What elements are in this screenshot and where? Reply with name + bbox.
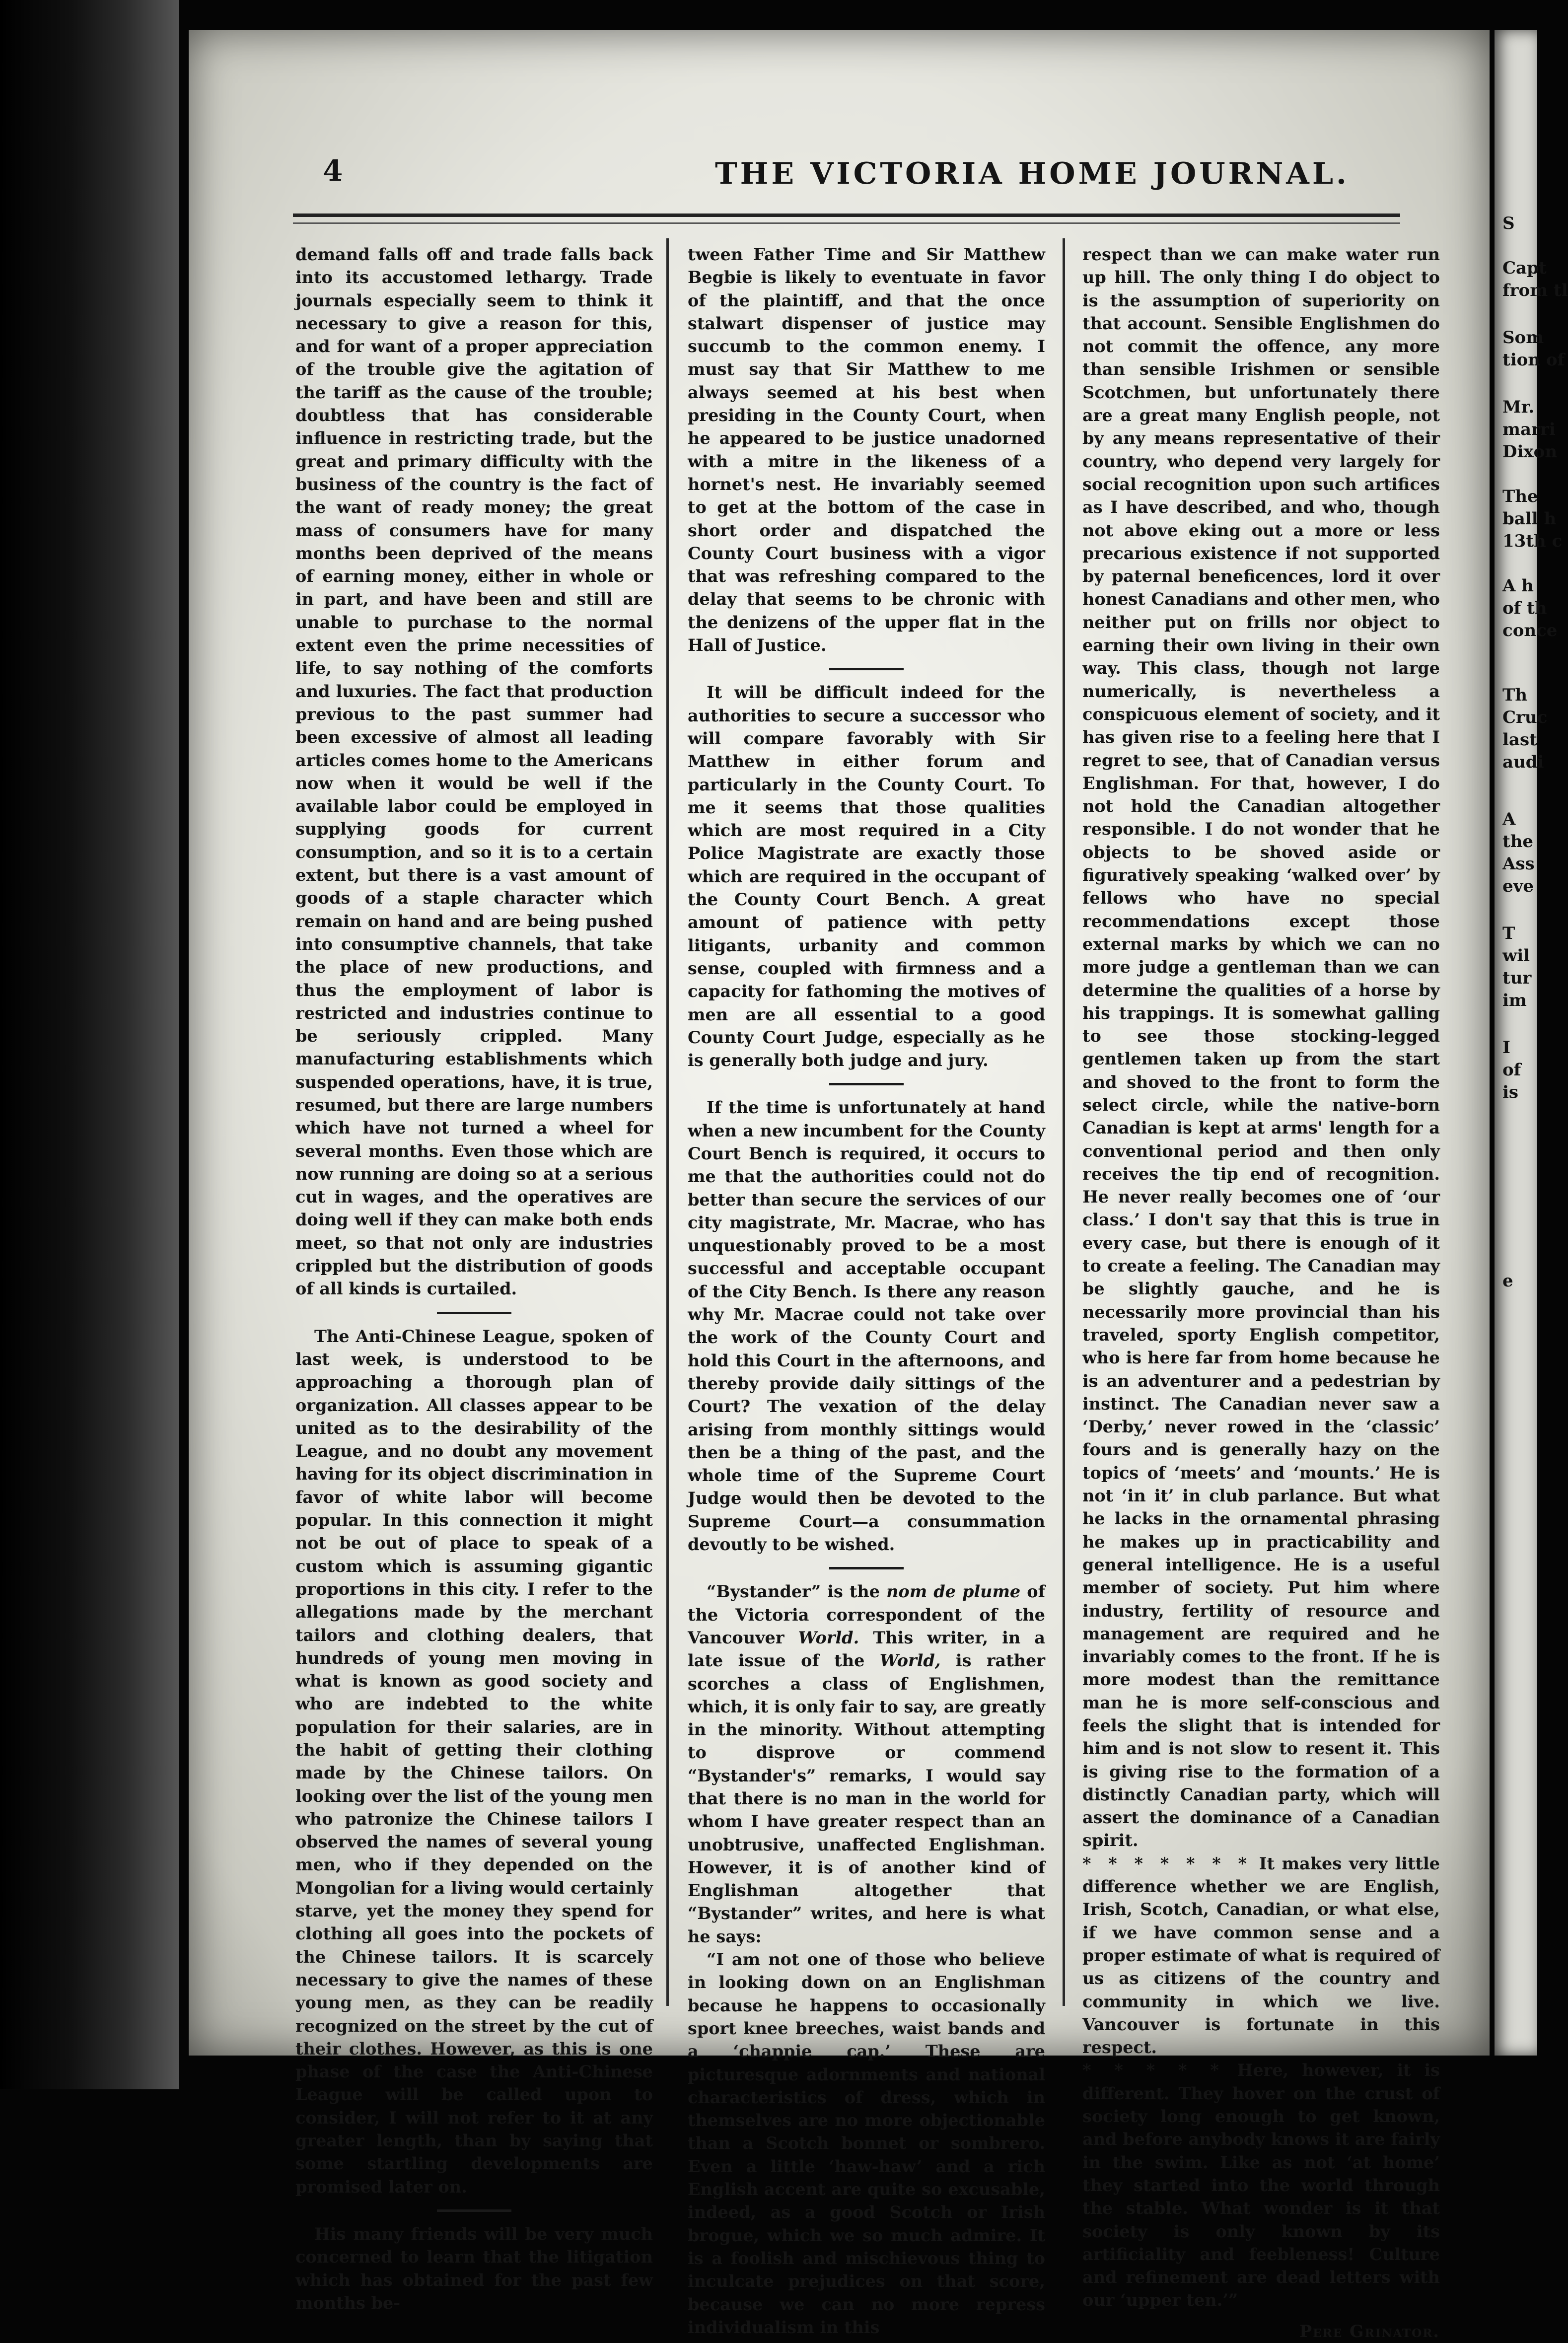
- fragment-text: 13th c: [1502, 531, 1563, 551]
- article-paragraph: [1082, 2059, 1440, 2312]
- masthead-title: THE VICTORIA HOME JOURNAL.: [715, 156, 1350, 191]
- section-separator: [829, 1083, 904, 1085]
- article-paragraph: demand falls off and trade falls back into its accustomed lethargy. Trade journals especially seem to think it necessary to give a reason for this, and for want of a proper appreciation of the trouble give the agitation of the tariff as the cause of the trouble; doubtless that has considerable influence in restricting trade, but the great and primary difficulty with the business of the country is the fact of the want of ready money; the great mass of consumers have for many months been deprived of the means of earning money, either in whole or in part, and have been and still are unable to purchase to the normal extent even the prime necessities of life, to say nothing of the comforts and luxuries. The fact that production previous to the past summer had been excessive of almost all leading articles comes home to the Americans now when it would be well if the available labor could be employed in supplying goods for current consumption, and so it is to a certain extent, but there is a vast amount of goods of a staple character which remain on hand and are being pushed into consumptive channels, that take the place of new productions, and thus the employment of labor is restricted and industries continue to be seriously crippled. Many manufacturing establishments which suspended operations, have, it is true, resumed, but there are large numbers which have not turned a wheel for several months. Even those which are now running are doing so at a serious cut in wages, and the operatives are doing well if they can make both ends meet, so that not only are industries crippled but the distribution of goods of all kinds is curtailed.: [295, 245, 653, 1299]
- fragment-text: Som: [1502, 328, 1544, 348]
- fragment-text: from tl: [1502, 281, 1568, 300]
- section-separator: [437, 2209, 511, 2212]
- fragment-text: im: [1502, 991, 1527, 1010]
- fragment-text: Capt: [1502, 258, 1547, 278]
- text-run: This writer, in a late issue of the: [688, 1628, 1045, 1671]
- article-paragraph: tween Father Time and Sir Matthew Begbie is likely to eventuate in favor of the plaintiff, and that the once stalwart dispenser of justice may succumb to the common enemy. I must say that Sir Matthew to me always seemed at his best when presiding in the County Court, when he appeared to be justice unadorned with a mitre in the likeness of a hornet's nest. He invariably seemed to get at the bottom of the case in short order and dispatched the County Court business with a vigor that was refreshing compared to the delay that seems to be chronic with the denizens of the upper flat in the Hall of Justice.: [688, 245, 1045, 655]
- fragment-text: A h: [1502, 576, 1534, 596]
- fragment-text: ball h: [1502, 509, 1557, 529]
- fragment-text: wil: [1502, 946, 1530, 966]
- article-paragraph: The Anti-Chinese League, spoken of last week, is understood to be approaching a thorough plan of organization. All classes appear to be united as to the desirability of the League, and no doubt any movement having for its object discrimination in favor of white labor will become popular. In this connection it might not be out of place to speak of a custom which is assuming gigantic proportions in this city. I refer to the allegations made by the merchant tailors and clothing dealers, that hundreds of young men moving in what is known as good society and who are indebted to the white population for their salaries, are in the habit of getting their clothing made by the Chinese tailors. On looking over the list of the young men who patronize the Chinese tailors I observed the names of several young men, who if they depended on the Mongolian for a living would certainly starve, yet the money they spend for clothing all goes into the pockets of the Chinese tailors. It is scarcely necessary to give the names of these young men, as they can be readily recognized on the street by the cut of their clothes. However, as this is one phase of the case the Anti-Chinese League will be called upon to consider, I will not refer to it at any greater length, than by saying that some startling developments are promised later on.: [295, 1326, 653, 2197]
- quoted-paragraph: “I am not one of those who believe in looking down on an Englishman because he happens to occasionally sport knee breeches, waist bands and a ‘chappie cap.’ These are picturesque adornments and national characteristics of dress, which in themselves are no more objectionable than a Scotch bonnet or sombrero. Even a little ‘haw-haw’ and a rich English accent are quite so excusable, indeed, as a good Scotch or Irish brogue, which we so much admire. It is a foolish and mischievous thing to inculcate prejudices on that score, because we can no more repress individualism in this: [688, 1950, 1045, 2337]
- header-rule-thin: [293, 222, 1400, 224]
- column-1: [295, 243, 653, 2315]
- fragment-text: is: [1502, 1082, 1519, 1102]
- column-rule-2: [1063, 238, 1065, 2006]
- italic-phrase: nom de plume: [886, 1582, 1021, 1602]
- article-paragraph: His many friends will be very much concerned to learn that the litigation which has obtained for the past few months be-: [295, 2224, 653, 2313]
- article-paragraph: [1082, 1852, 1440, 2059]
- fragment-text: Ass: [1502, 854, 1535, 874]
- ellipsis-stars: * * * * *: [1082, 2060, 1224, 2080]
- text-run: “Bystander” is the: [707, 1582, 887, 1602]
- author-signature: Pere Grinator.: [1299, 2321, 1440, 2341]
- section-separator: [829, 668, 904, 670]
- fragment-text: Th: [1502, 685, 1528, 705]
- article-paragraph: It will be difficult indeed for the authorities to secure a successor who will compare favorably with Sir Matthew in either forum and particularly in the County Court. To me it seems that those qualities which are most required in a City Police Magistrate are exactly those which are required in the occupant of the County Court Bench. A great amount of patience with petty litigants, urbanity and common sense, coupled with firmness and a capacity for fathoming the motives of men are all essential to a good County Court Judge, especially as he is generally both judge and jury.: [688, 683, 1045, 1070]
- fragment-text: Mr.: [1502, 397, 1535, 417]
- fragment-text: tur: [1502, 968, 1532, 988]
- fragment-text: the: [1502, 832, 1534, 852]
- fragment-text: tion of: [1502, 350, 1565, 370]
- fragment-text: A: [1502, 809, 1516, 829]
- fragment-text: marri: [1502, 420, 1556, 439]
- fragment-text: e: [1502, 1271, 1513, 1291]
- page-number: 4: [323, 154, 343, 188]
- column-rule-1: [666, 238, 669, 2006]
- fragment-text: I: [1502, 1038, 1510, 1058]
- fragment-text: eve: [1502, 876, 1534, 896]
- fragment-text: last: [1502, 730, 1537, 750]
- fragment-text: of th: [1502, 598, 1547, 618]
- article-paragraph: [688, 1580, 1045, 1948]
- text-run: It makes very little difference whether we are English, Irish, Scotch, Canadian, or what else, if we have common sense and a proper estimate of what is required of us as citizens of the country and community in which we live. Vancouver is fortunate in this respect.: [1082, 1853, 1440, 2058]
- column-2: [688, 243, 1045, 2339]
- fragment-text: S: [1502, 213, 1515, 233]
- section-separator: [437, 1312, 511, 1314]
- fragment-text: The: [1502, 487, 1538, 506]
- newspaper-page: [189, 30, 1490, 2341]
- book-binding-edge: [0, 0, 179, 2089]
- fragment-text: Dixon: [1502, 442, 1558, 462]
- ellipsis-stars: * * * * * * *: [1082, 1853, 1252, 1873]
- fragment-text: Cruc: [1502, 708, 1548, 727]
- italic-phrase: World.: [798, 1628, 859, 1647]
- text-run: Here, however, it is different. They hover on the crust of society long enough to get known, and before anybody knows it are fairly in the swim. Like as not ‘at home’ they started into the world through the stable. What wonder is it that society is only known by its artificiality and feebleness! Culture and refinement are dead letters with our ‘upper ten.’”: [1082, 2060, 1440, 2310]
- column-3: [1082, 243, 1440, 2343]
- fragment-text: T: [1502, 923, 1515, 943]
- italic-phrase: World,: [879, 1651, 941, 1671]
- text-run: of the Victoria correspondent of the Vancouver: [688, 1582, 1045, 1647]
- header-rule: [293, 213, 1400, 217]
- text-run: is rather scorches a class of Englishmen, which, it is only fair to say, are greatly in the minority. Without attempting to disprove or commend “Bystander's” remarks, I would say that there is no man in the world for whom I have greater respect than an unobtrusive, unaffected Englishman. However, it is of another kind of Englishman altogether that “Bystander” writes, and here is what he says:: [688, 1651, 1046, 1946]
- adjacent-page-edge: [1495, 30, 1568, 2056]
- fragment-text: audi: [1502, 752, 1544, 772]
- article-paragraph: If the time is unfortunately at hand when a new incumbent for the County Court Bench is required, it occurs to me that the authorities could not do better than secure the services of our city magistrate, Mr. Macrae, who has unquestionably proved to be a most successful and acceptable occupant of the City Bench. Is there any reason why Mr. Macrae could not take over the work of the County Court and hold this Court in the afternoons, and thereby provide daily sittings of the Court? The vexation of the delay arising from monthly sittings would then be a thing of the past, and the whole time of the Supreme Court Judge would then be devoted to the Supreme Court—a consummation devoutly to be wished.: [688, 1098, 1045, 1555]
- fragment-text: of: [1502, 1060, 1521, 1080]
- fragment-text: conce: [1502, 621, 1558, 640]
- article-paragraph: respect than we can make water run up hill. The only thing I do object to is the assumption of superiority on that account. Sensible Englishmen do not commit the offence, any more than sensible Irishmen or sensible Scotchmen, but unfortunately there are a great many English people, not by any means representative of their country, who depend very largely for social recognition upon such artifices as I have described, and who, though not above eking out a more or less precarious existence if not supported by paternal beneficences, lord it over honest Canadians and other men, who neither put on frills nor object to earning their own living in their own way. This class, though not large numerically, is nevertheless a conspicuous element of society, and it has given rise to a feeling here that I regret to see, that of Canadian versus Englishman. For that, however, I do not hold the Canadian altogether responsible. I do not wonder that he objects to be shoved aside or figuratively speaking ‘walked over’ by fellows who have no special recommendations except those external marks by which we can no more judge a gentleman than we can determine the qualities of a horse by his trappings. It is somewhat galling to see those stocking-legged gentlemen taken up from the start and shoved to the front to form the select circle, while the native-born Canadian is kept at arms' length for a conventional period and then only receives the tip end of recognition. He never really becomes one of ‘our class.’ I don't say that this is true in every case, but there is enough of it to create a feeling. The Canadian may be slightly gauche, and he is necessarily more provincial than his traveled, sporty English competitor, who is here far from home because he is an adventurer and a pedestrian by instinct. The Canadian never saw a ‘Derby,’ never rowed in the ‘classic’ fours and is generally hazy on the topics of ‘meets’ and ‘mounts.’ He is not ‘in it’ in club parlance. But what he lacks in the ornamental phrasing he makes up in practicability and general intelligence. He is a useful member of society. Put him where industry, fertility of resource and management are required and he invariably comes to the front. If he is more modest than the remittance man he is more self-conscious and feels the slight that is intended for him and is not slow to resent it. This is giving rise to the formation of a distinctly Canadian party, which will assert the dominance of a Canadian spirit.: [1082, 245, 1440, 1850]
- section-separator: [829, 1567, 904, 1569]
